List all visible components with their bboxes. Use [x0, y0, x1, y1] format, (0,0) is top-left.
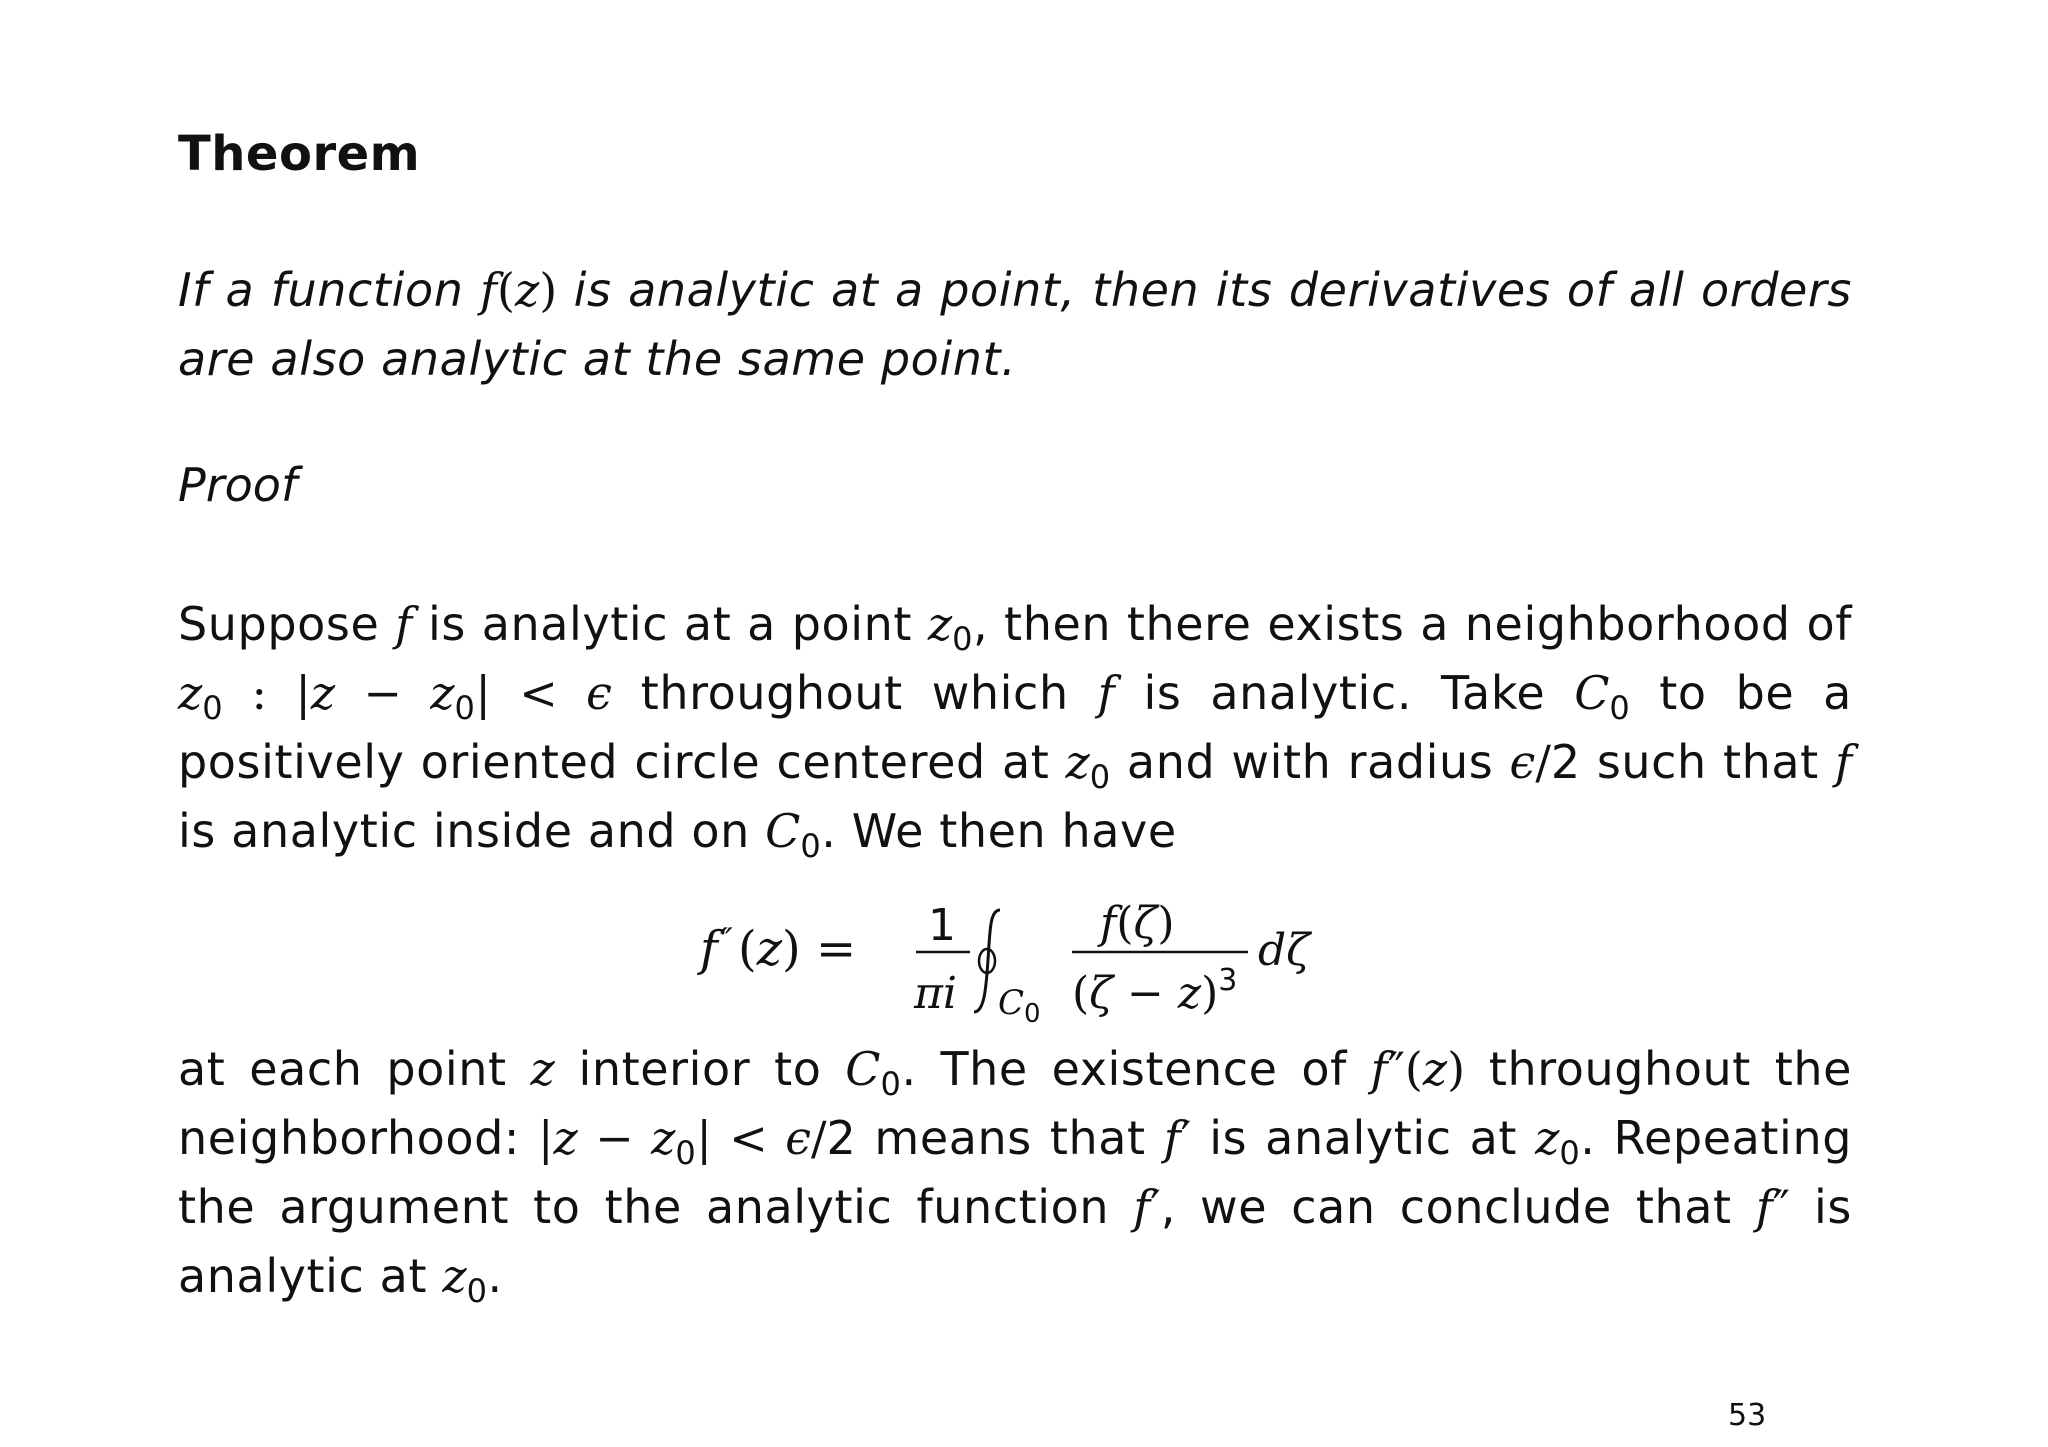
- conclusion-paragraph: at each point z interior to $C_0$. The existence of f″(z) throughout the neighborhood: $|z - z_0| < \epsilon/2$ means that f′ is analytic at $z_0$. Repeating the argument to the analytic function f′, we can conclude that f″ is analytic at $z_0$.: [178, 1042, 1852, 1310]
- theorem-heading: Theorem: [178, 126, 421, 182]
- proof-label: Proof: [178, 458, 298, 512]
- formula-lhs-f: f: [700, 921, 718, 977]
- formula-double-prime: ″: [720, 921, 733, 961]
- formula-numerator-one: 1: [928, 900, 956, 951]
- formula-differential: dζ: [1258, 925, 1311, 976]
- cauchy-integral-formula: [700, 890, 1400, 1030]
- formula-denominator: $(\zeta - z)^3$: [1072, 963, 1238, 1019]
- proof-paragraph: Suppose f is analytic at a point $z_0$, then there exists a neighborhood of $z_0$ : $|z - z_0| < \epsilon$ throughout which f is analytic. Take $C_0$ to be a positively oriented circle centered at $z_0$ and with radius ϵ/2 such that f is analytic inside and on $C_0$. We then have: [178, 597, 1852, 865]
- formula-svg: [700, 890, 1400, 1030]
- formula-lhs-args: (z) =: [738, 921, 857, 977]
- page-number: 53: [1728, 1398, 1767, 1433]
- formula-numerator-f: f(ζ): [1100, 898, 1175, 949]
- formula-denominator-pi-i: πi: [914, 968, 957, 1019]
- theorem-statement: If a function f(z) is analytic at a point, then its derivatives of all orders are also analytic at the same point.: [178, 263, 1852, 386]
- formula-contour-label: $C_0$: [998, 983, 1041, 1029]
